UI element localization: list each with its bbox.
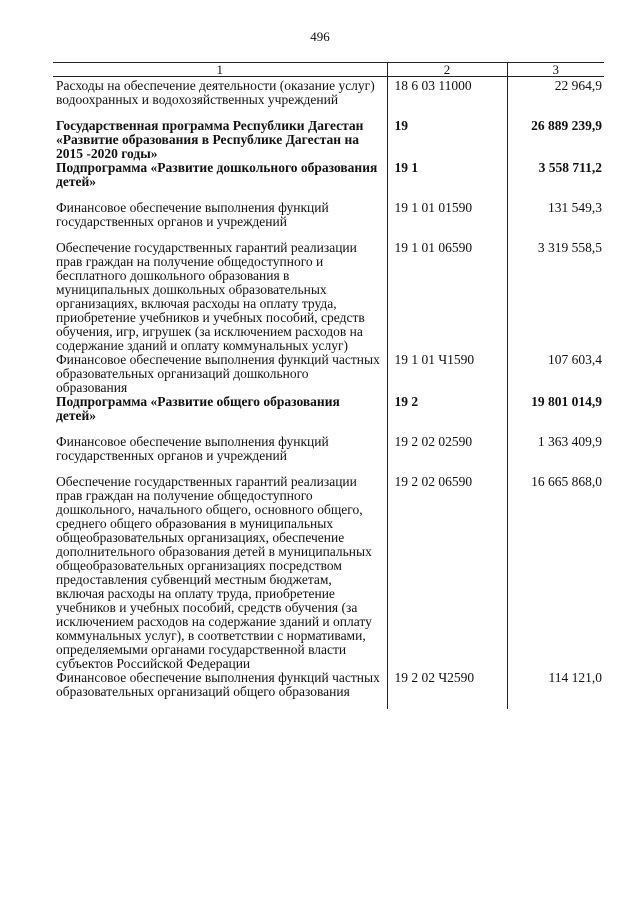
row-code: 19 2 02 06590: [387, 475, 507, 671]
row-description: Финансовое обеспечение выполнения функций частных образовательных организаций общего образования: [53, 671, 387, 709]
column-header-3: 3: [507, 63, 604, 77]
table-row: [53, 161, 604, 201]
table-row: [53, 77, 604, 120]
row-description: Обеспечение государственных гарантий реализации прав граждан на получение общедоступного дошкольного, начального общего, основного общего, среднего общего образования в муниципальных общеобразовательных организациях, обеспечение дополнительного образования детей в муниципальных общеобразовательных организациях посредством предоставления субвенций местным бюджетам, включая расходы на оплату труда, приобретение учебников и учебных пособий, средств обучения (за исключением расходов на содержание зданий и оплату коммунальных услуг), в соответствии с нормативами, определяемыми органами государственной власти субъектов Российской Федерации: [53, 475, 387, 671]
row-description: Финансовое обеспечение выполнения функций государственных органов и учреждений: [53, 435, 387, 475]
row-code: 19 1 01 Ч1590: [387, 353, 507, 395]
row-description: Государственная программа Республики Дагестан «Развитие образования в Республике Дагестан на 2015 -2020 годы»: [53, 119, 387, 161]
row-code: 19 1 01 06590: [387, 241, 507, 353]
table-row: [53, 671, 604, 709]
row-description: Подпрограмма «Развитие общего образования детей»: [53, 395, 387, 435]
budget-table: [53, 62, 604, 709]
row-amount: 3 319 558,5: [537, 240, 602, 255]
table-row: [53, 201, 604, 241]
row-code: 19 1: [387, 161, 507, 201]
row-amount: 16 665 868,0: [531, 474, 602, 489]
row-amount: 26 889 239,9: [531, 118, 602, 133]
row-amount: 107 603,4: [548, 352, 602, 367]
page-number: 496: [310, 29, 330, 44]
row-code: 19 2: [387, 395, 507, 435]
table-header-row: [53, 63, 604, 77]
row-amount: 3 558 711,2: [538, 160, 602, 175]
row-code: 19 2 02 02590: [387, 435, 507, 475]
row-code: 19 2 02 Ч2590: [387, 671, 507, 709]
table-row: [53, 119, 604, 161]
row-code: 18 6 03 11000: [387, 77, 507, 120]
table-row: [53, 353, 604, 395]
row-description: Финансовое обеспечение выполнения функций частных образовательных организаций дошкольного образования: [53, 353, 387, 395]
table-row: [53, 241, 604, 353]
table-row: [53, 475, 604, 671]
row-code: 19 1 01 01590: [387, 201, 507, 241]
row-description: Подпрограмма «Развитие дошкольного образования детей»: [53, 161, 387, 201]
row-code: 19: [387, 119, 507, 161]
row-amount: 131 549,3: [548, 200, 602, 215]
column-header-1: 1: [53, 63, 387, 77]
table-row: [53, 435, 604, 475]
row-description: Расходы на обеспечение деятельности (оказание услуг) водоохранных и водохозяйственных учреждений: [53, 77, 387, 120]
table-row: [53, 395, 604, 435]
row-description: Финансовое обеспечение выполнения функций государственных органов и учреждений: [53, 201, 387, 241]
row-amount: 1 363 409,9: [537, 434, 602, 449]
column-header-2: 2: [387, 63, 507, 77]
row-amount: 19 801 014,9: [531, 394, 602, 409]
row-description: Обеспечение государственных гарантий реализации прав граждан на получение общедоступного и бесплатного дошкольного образования в муниципальных дошкольных образовательных организациях, включая расходы на оплату труда, приобретение учебников и учебных пособий, средств обучения, игр, игрушек (за исключением расходов на содержание зданий и оплату коммунальных услуг): [53, 241, 387, 353]
row-amount: 114 121,0: [548, 670, 602, 685]
row-amount: 22 964,9: [554, 78, 602, 93]
